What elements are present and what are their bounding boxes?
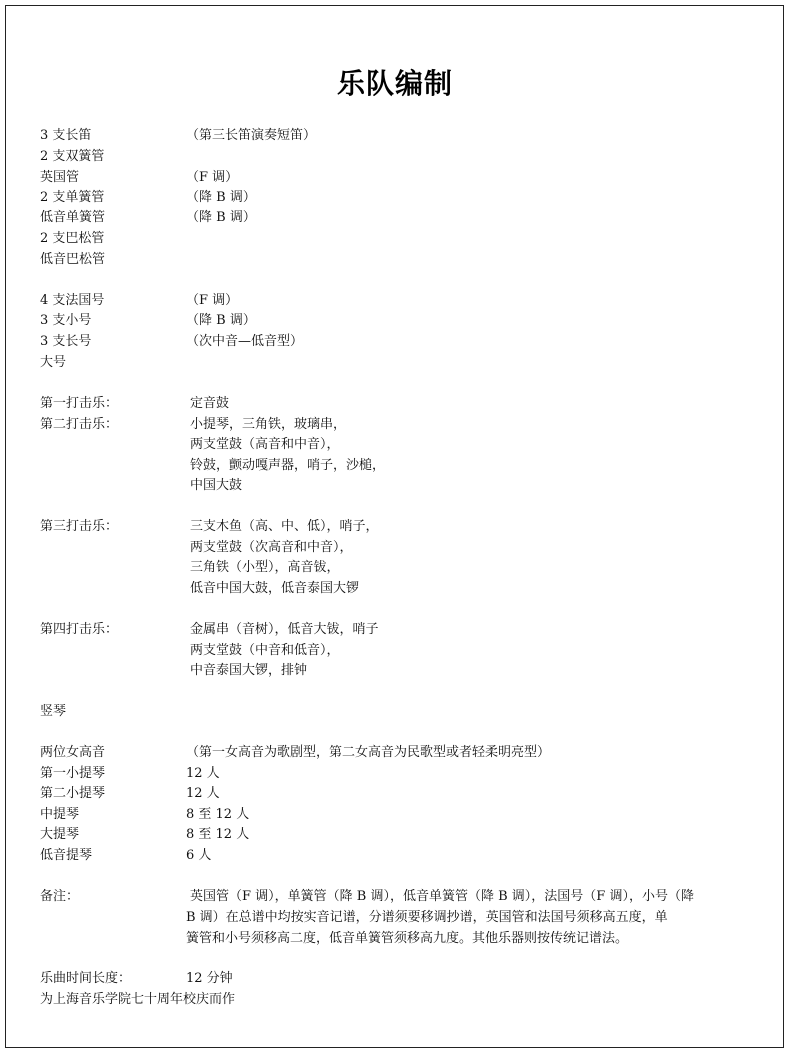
percussion-line: 中国大鼓 (190, 478, 243, 493)
note-line: 簧管和小号须移高二度，低音单簧管须移高九度。其他乐器则按传统记谱法。 (186, 931, 629, 946)
dedication: 为上海音乐学院七十周年校庆而作 (40, 992, 236, 1007)
instrument-count: 6 人 (186, 848, 212, 863)
instrument-label: 竖琴 (40, 704, 67, 719)
instrument-label: 2 支双簧管 (40, 149, 105, 164)
instrument-note: （次中音—低音型） (186, 334, 304, 349)
instrument-note: （降 B 调） (186, 210, 256, 225)
percussion-line: 低音中国大鼓，低音泰国大锣 (190, 581, 360, 596)
percussion-line: 中音泰国大锣，排钟 (190, 663, 308, 678)
percussion-line: 两支堂鼓（次高音和中音）， (190, 540, 353, 555)
duration-value: 12 分钟 (186, 971, 233, 986)
percussion-label: 第四打击乐： (40, 622, 119, 637)
instrument-label: 3 支小号 (40, 313, 92, 328)
instrument-note: （第三长笛演奏短笛） (186, 128, 317, 143)
instrument-label: 中提琴 (40, 807, 80, 822)
instrument-count: 12 人 (186, 766, 220, 781)
instrument-label: 低音提琴 (40, 848, 93, 863)
instrument-label: 大提琴 (40, 827, 80, 842)
instrument-note: （降 B 调） (186, 190, 256, 205)
percussion-label: 第一打击乐： (40, 396, 119, 411)
instrument-label: 2 支巴松管 (40, 231, 105, 246)
note-label: 备注： (40, 889, 80, 904)
instrument-label: 英国管 (40, 170, 80, 185)
instrument-note: （F 调） (186, 170, 239, 185)
instrument-note: （降 B 调） (186, 313, 256, 328)
instrument-label: 3 支长号 (40, 334, 92, 349)
percussion-line: 两支堂鼓（高音和中音）， (190, 437, 340, 452)
percussion-line: 两支堂鼓（中音和低音）， (190, 643, 340, 658)
percussion-line: 小提琴，三角铁，玻璃串， (190, 417, 347, 432)
duration-label: 乐曲时间长度： (40, 971, 132, 986)
instrument-label: 2 支单簧管 (40, 190, 105, 205)
instrument-note: （第一女高音为歌剧型，第二女高音为民歌型或者轻柔明亮型） (186, 745, 551, 760)
percussion-line: 定音鼓 (190, 396, 230, 411)
instrument-label: 3 支长笛 (40, 128, 92, 143)
percussion-label: 第二打击乐： (40, 417, 119, 432)
instrument-label: 低音巴松管 (40, 252, 106, 267)
instrument-label: 低音单簧管 (40, 210, 106, 225)
percussion-line: 铃鼓，颤动嘎声器，哨子，沙槌， (190, 458, 386, 473)
percussion-line: 三支木鱼（高、中、低），哨子， (190, 519, 379, 534)
instrument-label: 第一小提琴 (40, 766, 106, 781)
instrument-count: 8 至 12 人 (186, 827, 250, 842)
percussion-line: 三角铁（小型），高音钹， (190, 560, 340, 575)
note-line: 英国管（F 调），单簧管（降 B 调），低音单簧管（降 B 调），法国号（F 调），小号（降 (190, 889, 694, 904)
instrument-count: 8 至 12 人 (186, 807, 250, 822)
instrument-label: 第二小提琴 (40, 786, 106, 801)
instrument-label: 大号 (40, 355, 67, 370)
page-title: 乐队编制 (336, 67, 453, 100)
percussion-label: 第三打击乐： (40, 519, 119, 534)
instrument-label: 两位女高音 (40, 745, 106, 760)
instrument-note: （F 调） (186, 293, 239, 308)
instrument-count: 12 人 (186, 786, 220, 801)
note-line: B 调）在总谱中均按实音记谱，分谱须要移调抄谱，英国管和法国号须移高五度，单 (186, 910, 668, 925)
instrument-label: 4 支法国号 (40, 293, 105, 308)
percussion-line: 金属串（音树），低音大钹，哨子 (190, 622, 379, 637)
